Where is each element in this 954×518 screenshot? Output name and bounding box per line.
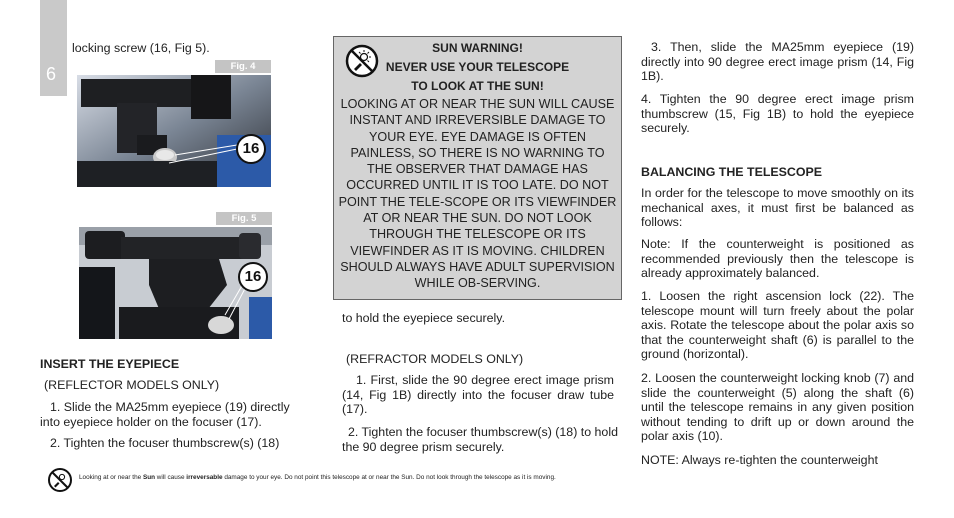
footer-text-sun: Sun [142,474,156,481]
reflector-step1: 1. Slide the MA25mm eyepiece (19) directly into eyepiece holder on the focuser (17). [40,400,290,429]
hold-eyepiece-text: to hold the eyepiece securely. [342,311,506,325]
callout-16-fig5: 16 [238,262,268,292]
warning-body: LOOKING AT OR NEAR THE SUN WILL CAUSE INSTANT AND IRREVERSIBLE DAMAGE TO YOUR EYE. EYE DAMAGE IS OFTEN PAINLESS, SO THERE IS NO WARNING TO THE OBSERVER THAT DAMAGE HAS OCCURRED UNTIL IT IS TOO LATE. DO NOT POINT THE TELE-SCOPE OR ITS VIEWFINDER AT OR NEAR THE SUN. DO NOT LOOK THROUGH THE TELESCOPE OR ITS VIEWFINDER AS IT IS MOVING. CHILDREN SHOULD ALWAYS HAVE ADULT SUPERVISION WHILE OB-SERVING. [338,97,617,291]
reflector-subheading: (REFLECTOR MODELS ONLY) [44,378,220,392]
refractor-step4: 4. Tighten the 90 degree erect image prism thumbscrew (15, Fig 1B) to hold the eyepiece securely. [641,92,914,136]
balancing-note: Note: If the counterweight is positioned as recommended previously then the telescope is already approximately balanced. [641,237,914,281]
refractor-step2: 2. Tighten the focuser thumbscrew(s) (18) to hold the 90 degree prism securely. [342,425,618,454]
fig5-label: Fig. 5 [216,212,272,225]
refractor-step3: 3. Then, slide the MA25mm eyepiece (19) directly into 90 degree erect image prism (14, Fig 1B). [641,40,914,84]
balancing-note2: NOTE: Always re-tighten the counterweight [641,453,878,467]
warning-title-3: TO LOOK AT THE SUN! [411,79,544,93]
balancing-heading: BALANCING THE TELESCOPE [641,165,823,179]
refractor-step1: 1. First, slide the 90 degree erect image prism (14, Fig 1B) directly into the focuser draw tube (17). [342,373,614,417]
footer-text-part3: damage to your eye. Do not point this telescope at or near the Sun. Do not look through the telescope as it is moving. [222,474,556,481]
warning-title-2: NEVER USE YOUR TELESCOPE [385,60,570,74]
warning-title-1: SUN WARNING! [432,41,523,55]
locking-screw-text: locking screw (16, Fig 5). [72,41,210,55]
mount-closeup-illustration [77,75,271,187]
callout-16-fig4: 16 [236,134,266,164]
footer-text-irreversable: irreversable [186,474,223,481]
footer-text-part2: will cause [155,474,187,481]
fig4-photo [77,75,271,187]
footer-warning-text [79,474,556,482]
sun-warning-box [333,36,622,300]
page-number: 6 [46,64,57,84]
footer-text-part1: Looking at or near the [79,474,143,481]
balancing-intro: In order for the telescope to move smoothly on its mechanical axes, it must first be balanced as follows: [641,186,914,230]
balancing-step2: 2. Loosen the counterweight locking knob (7) and slide the counterweight (5) along the shaft (6) until the telescope remains in any given position without tending to drift up or down around the polar axis (10). [641,371,914,444]
fig4-label: Fig. 4 [215,60,271,73]
reflector-step2: 2. Tighten the focuser thumbscrew(s) (18) [50,436,280,450]
refractor-subheading: (REFRACTOR MODELS ONLY) [346,352,524,366]
footer-no-sun-icon [47,467,73,493]
insert-eyepiece-heading: INSERT THE EYEPIECE [40,357,180,371]
balancing-step1: 1. Loosen the right ascension lock (22). The telescope mount will turn freely about the polar axis. Rotate the telescope about the polar axis so that the counterweight shaft (6) is parallel to the ground (horizontal). [641,289,914,362]
